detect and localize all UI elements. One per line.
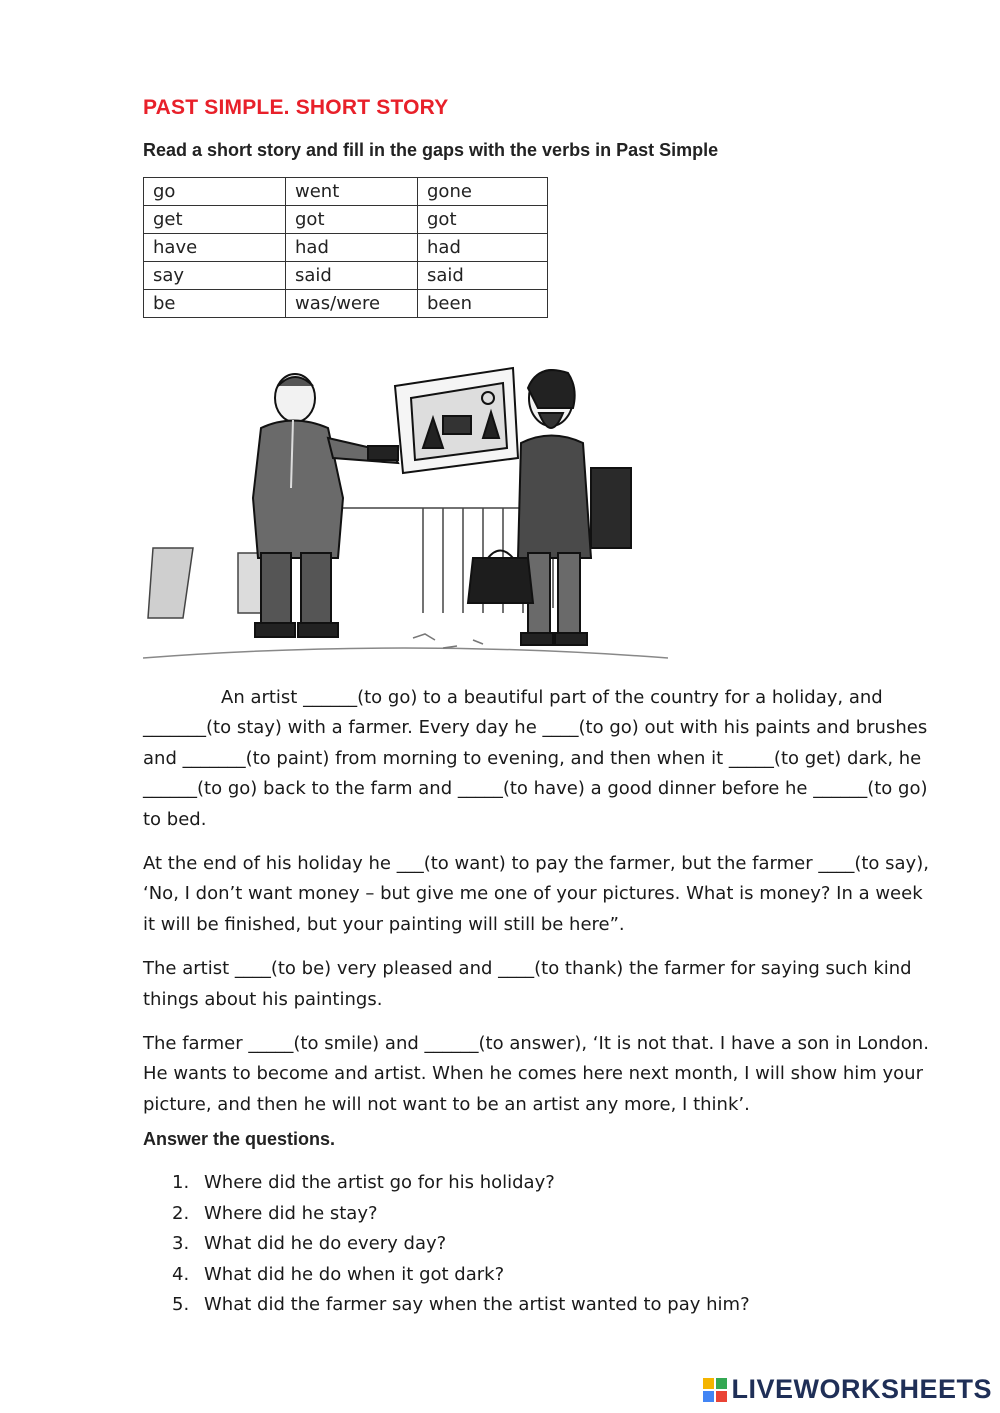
liveworksheets-watermark: [703, 1374, 992, 1405]
list-item: [172, 1290, 750, 1321]
question-number: 1.: [172, 1172, 190, 1193]
question-list: [172, 1168, 750, 1321]
question-text: What did the farmer say when the artist wanted to pay him?: [204, 1294, 750, 1315]
table-row: [144, 234, 548, 262]
table-cell: go: [144, 178, 286, 206]
story-illustration: [143, 358, 668, 668]
brand-name: LIVEWORKSHEETS: [731, 1374, 992, 1404]
story-paragraph: An artist ______(to go) to a beautiful part of the country for a holiday, and _______(to stay) with a farmer. Every day he ____(to go) out with his paints and brushes and _______(to paint) from morning to evening, and then when it _____(to get) dark, he ______(to go) back to the farm and _____(to have) a good dinner before he ______(to go) to bed.: [143, 687, 928, 830]
question-number: 5.: [172, 1294, 190, 1315]
question-text: Where did he stay?: [204, 1202, 378, 1224]
instruction-text: Read a short story and fill in the gaps with the verbs in Past Simple: [143, 140, 719, 160]
list-item: [172, 1260, 750, 1291]
table-cell: say: [144, 262, 286, 290]
table-row: [144, 178, 548, 206]
table-cell: said: [286, 262, 418, 290]
verb-forms-table: [143, 177, 548, 318]
table-cell: got: [418, 206, 548, 234]
list-item: [172, 1168, 750, 1199]
answer-section-title: Answer the questions.: [143, 1129, 336, 1149]
story-paragraph: The artist ____(to be) very pleased and ____(to thank) the farmer for saying such kind things about his paintings.: [143, 958, 912, 1010]
table-row: [144, 290, 548, 318]
story-text: [143, 683, 933, 1134]
page-title: PAST SIMPLE. SHORT STORY: [143, 96, 449, 119]
list-item: [172, 1199, 750, 1230]
painting: [395, 368, 518, 473]
table-cell: get: [144, 206, 286, 234]
question-text: Where did the artist go for his holiday?: [204, 1172, 555, 1193]
table-cell: been: [418, 290, 548, 318]
table-row: [144, 206, 548, 234]
story-paragraph: The farmer _____(to smile) and ______(to answer), ‘It is not that. I have a son in London. He wants to become and artist. When he comes here next month, I will show him your picture, and then he will not want to be an artist any more, I think’.: [143, 1033, 929, 1115]
table-cell: had: [286, 234, 418, 262]
list-item: [172, 1229, 750, 1260]
table-cell: have: [144, 234, 286, 262]
question-number: 3.: [172, 1233, 190, 1254]
table-cell: gone: [418, 178, 548, 206]
question-number: 4.: [172, 1263, 190, 1285]
question-text: What did he do when it got dark?: [204, 1263, 505, 1285]
table-cell: be: [144, 290, 286, 318]
table-cell: went: [286, 178, 418, 206]
question-number: 2.: [172, 1202, 190, 1224]
liveworksheets-logo-icon: [703, 1378, 727, 1402]
story-paragraph: At the end of his holiday he ___(to want) to pay the farmer, but the farmer ____(to say), ‘No, I don’t want money – but give me one of your pictures. What is money? In a week it will be finished, but your painting will still be here”.: [143, 853, 929, 935]
table-cell: said: [418, 262, 548, 290]
table-row: [144, 262, 548, 290]
question-text: What did he do every day?: [204, 1233, 447, 1254]
table-cell: got: [286, 206, 418, 234]
table-cell: had: [418, 234, 548, 262]
table-cell: was/were: [286, 290, 418, 318]
